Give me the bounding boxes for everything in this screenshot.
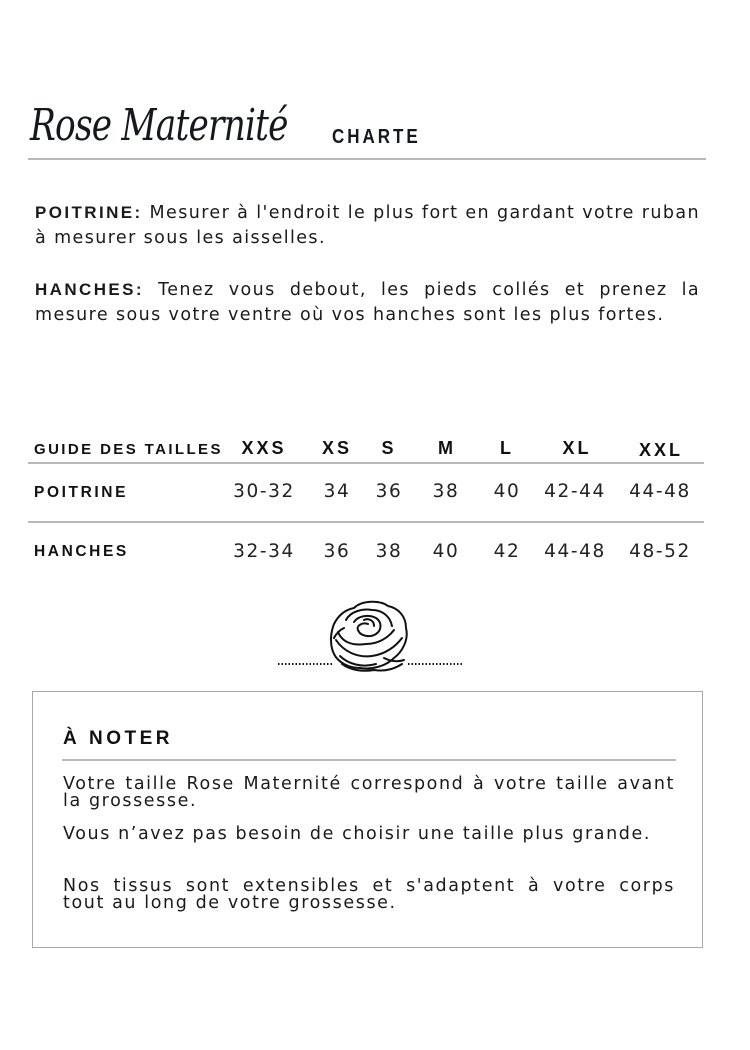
rose-icon	[276, 598, 464, 678]
table-cell: 40	[493, 481, 521, 502]
size-header-s: S	[381, 438, 397, 458]
table-header-divider	[28, 462, 704, 464]
row-label-poitrine: POITRINE	[34, 484, 129, 501]
table-cell: 32-34	[233, 541, 295, 562]
note-divider	[62, 759, 676, 761]
table-cell: 44-48	[544, 541, 606, 562]
table-cell: 44-48	[629, 481, 691, 502]
note-paragraph: Nos tissus sont extensibles et s'adaptent à votre corps tout au long de votre grossesse.	[63, 876, 675, 913]
table-row-divider	[28, 521, 704, 523]
instruction-hanches	[35, 277, 700, 328]
table-cell: 36	[323, 541, 351, 562]
table-cell: 38	[375, 541, 403, 562]
table-cell: 48-52	[629, 541, 691, 562]
table-cell: 34	[323, 481, 351, 502]
instruction-text: Mesurer à l'endroit le plus fort en gardant votre ruban à mesurer sous les aisselles.	[35, 203, 700, 248]
size-header-xl: XL	[562, 438, 592, 458]
instruction-label: POITRINE:	[35, 203, 143, 222]
table-header-label: GUIDE DES TAILLES	[34, 441, 223, 458]
table-cell: 38	[432, 481, 460, 502]
size-header-l: L	[500, 438, 514, 458]
note-paragraph: Votre taille Rose Maternité correspond à votre taille avant la grossesse.	[63, 774, 675, 811]
note-paragraph: Vous n’avez pas besoin de choisir une taille plus grande.	[63, 824, 652, 844]
size-header-xxl: XXL	[638, 440, 683, 460]
instruction-poitrine	[35, 200, 700, 251]
page-title: CHARTE	[332, 126, 421, 148]
size-header-xxs: XXS	[241, 438, 287, 458]
size-header-xs: XS	[321, 438, 352, 458]
note-title: À NOTER	[63, 728, 173, 749]
brand-logo: Rose Maternité	[30, 100, 288, 151]
instruction-label: HANCHES:	[35, 280, 144, 299]
instruction-text: Tenez vous debout, les pieds collés et prenez la mesure sous votre ventre où vos hanches sont les plus fortes.	[35, 280, 701, 325]
table-cell: 36	[375, 481, 403, 502]
table-cell: 42	[493, 541, 521, 562]
title-divider	[28, 158, 706, 160]
row-label-hanches: HANCHES	[34, 543, 129, 560]
table-cell: 40	[432, 541, 460, 562]
table-cell: 30-32	[233, 481, 295, 502]
rose-divider	[276, 598, 464, 678]
size-header-m: M	[438, 438, 456, 458]
table-cell: 42-44	[544, 481, 606, 502]
